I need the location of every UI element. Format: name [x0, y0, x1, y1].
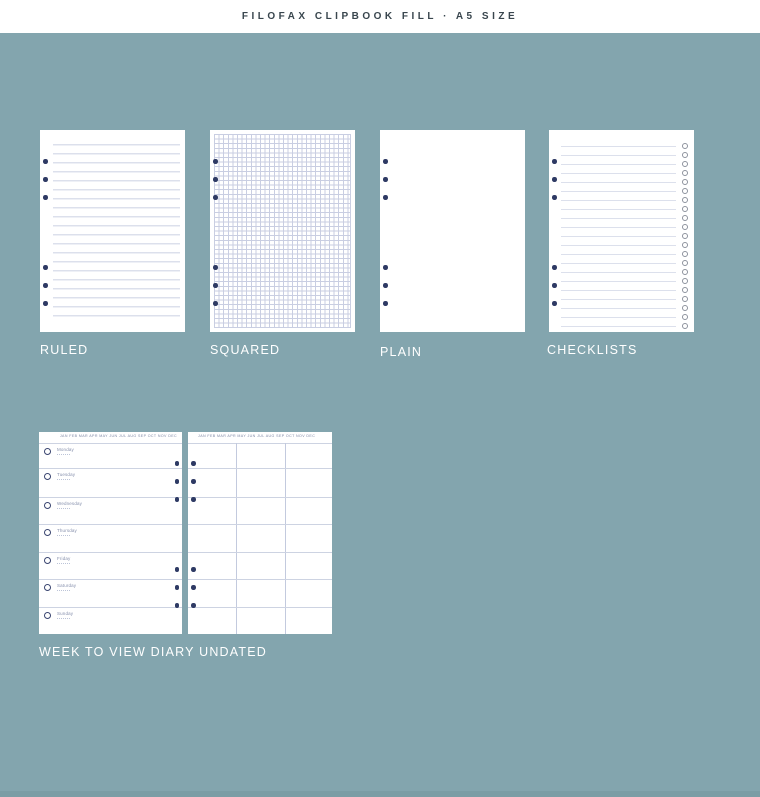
day-label: Saturday — [57, 583, 77, 588]
punch-hole — [552, 195, 557, 200]
punch-hole — [552, 265, 557, 270]
paper-checklists — [549, 130, 694, 332]
product-label-checklists: CHECKLISTS — [547, 343, 638, 357]
months-row: JAN FEB MAR APR MAY JUN JUL AUG SEP OCT NOV DEC — [59, 434, 177, 438]
day-label: Thursday — [57, 528, 77, 533]
punch-hole — [383, 177, 388, 182]
punch-hole — [552, 283, 557, 288]
punch-holes — [210, 130, 355, 332]
punch-hole — [191, 585, 196, 590]
page-title: FILOFAX CLIPBOOK FILL · A5 SIZE — [241, 11, 519, 22]
day-label: Monday — [57, 447, 74, 452]
diary-left-page — [39, 432, 182, 634]
punch-hole — [175, 461, 180, 466]
punch-hole — [383, 301, 388, 306]
punch-hole — [43, 195, 48, 200]
day-label: Sunday — [57, 611, 74, 616]
punch-hole — [552, 159, 557, 164]
punch-holes — [40, 130, 185, 332]
punch-hole — [552, 301, 557, 306]
punch-holes — [549, 130, 694, 332]
punch-hole — [43, 159, 48, 164]
punch-hole — [191, 603, 196, 608]
punch-hole — [383, 283, 388, 288]
day-label: Wednesday — [57, 501, 83, 506]
punch-hole — [43, 177, 48, 182]
punch-hole — [383, 265, 388, 270]
punch-hole — [383, 159, 388, 164]
punch-hole — [191, 479, 196, 484]
diary-right-page — [188, 432, 332, 634]
punch-hole — [191, 497, 196, 502]
punch-hole — [213, 159, 218, 164]
punch-hole — [213, 177, 218, 182]
product-label-ruled: RULED — [40, 343, 89, 357]
punch-hole — [175, 603, 180, 608]
punch-hole — [191, 567, 196, 572]
punch-hole — [43, 283, 48, 288]
day-label: Tuesday — [57, 472, 76, 477]
punch-holes — [188, 432, 332, 634]
punch-hole — [383, 195, 388, 200]
punch-hole — [43, 265, 48, 270]
punch-hole — [191, 461, 196, 466]
day-label: Friday — [57, 556, 71, 561]
punch-hole — [213, 265, 218, 270]
diary-label: WEEK TO VIEW DIARY UNDATED — [39, 645, 267, 659]
bottom-edge — [0, 791, 760, 797]
punch-hole — [213, 195, 218, 200]
product-label-squared: SQUARED — [210, 343, 281, 357]
punch-hole — [552, 177, 557, 182]
months-row: JAN FEB MAR APR MAY JUN JUL AUG SEP OCT NOV DEC — [198, 434, 316, 438]
paper-plain — [380, 130, 525, 332]
punch-hole — [175, 479, 180, 484]
paper-ruled — [40, 130, 185, 332]
punch-hole — [175, 585, 180, 590]
product-label-plain: PLAIN — [380, 345, 423, 359]
punch-hole — [175, 567, 180, 572]
punch-holes — [380, 130, 525, 332]
punch-hole — [213, 283, 218, 288]
punch-hole — [213, 301, 218, 306]
paper-squared — [210, 130, 355, 332]
header-bar — [0, 0, 760, 33]
punch-holes — [39, 432, 182, 634]
punch-hole — [43, 301, 48, 306]
punch-hole — [175, 497, 180, 502]
